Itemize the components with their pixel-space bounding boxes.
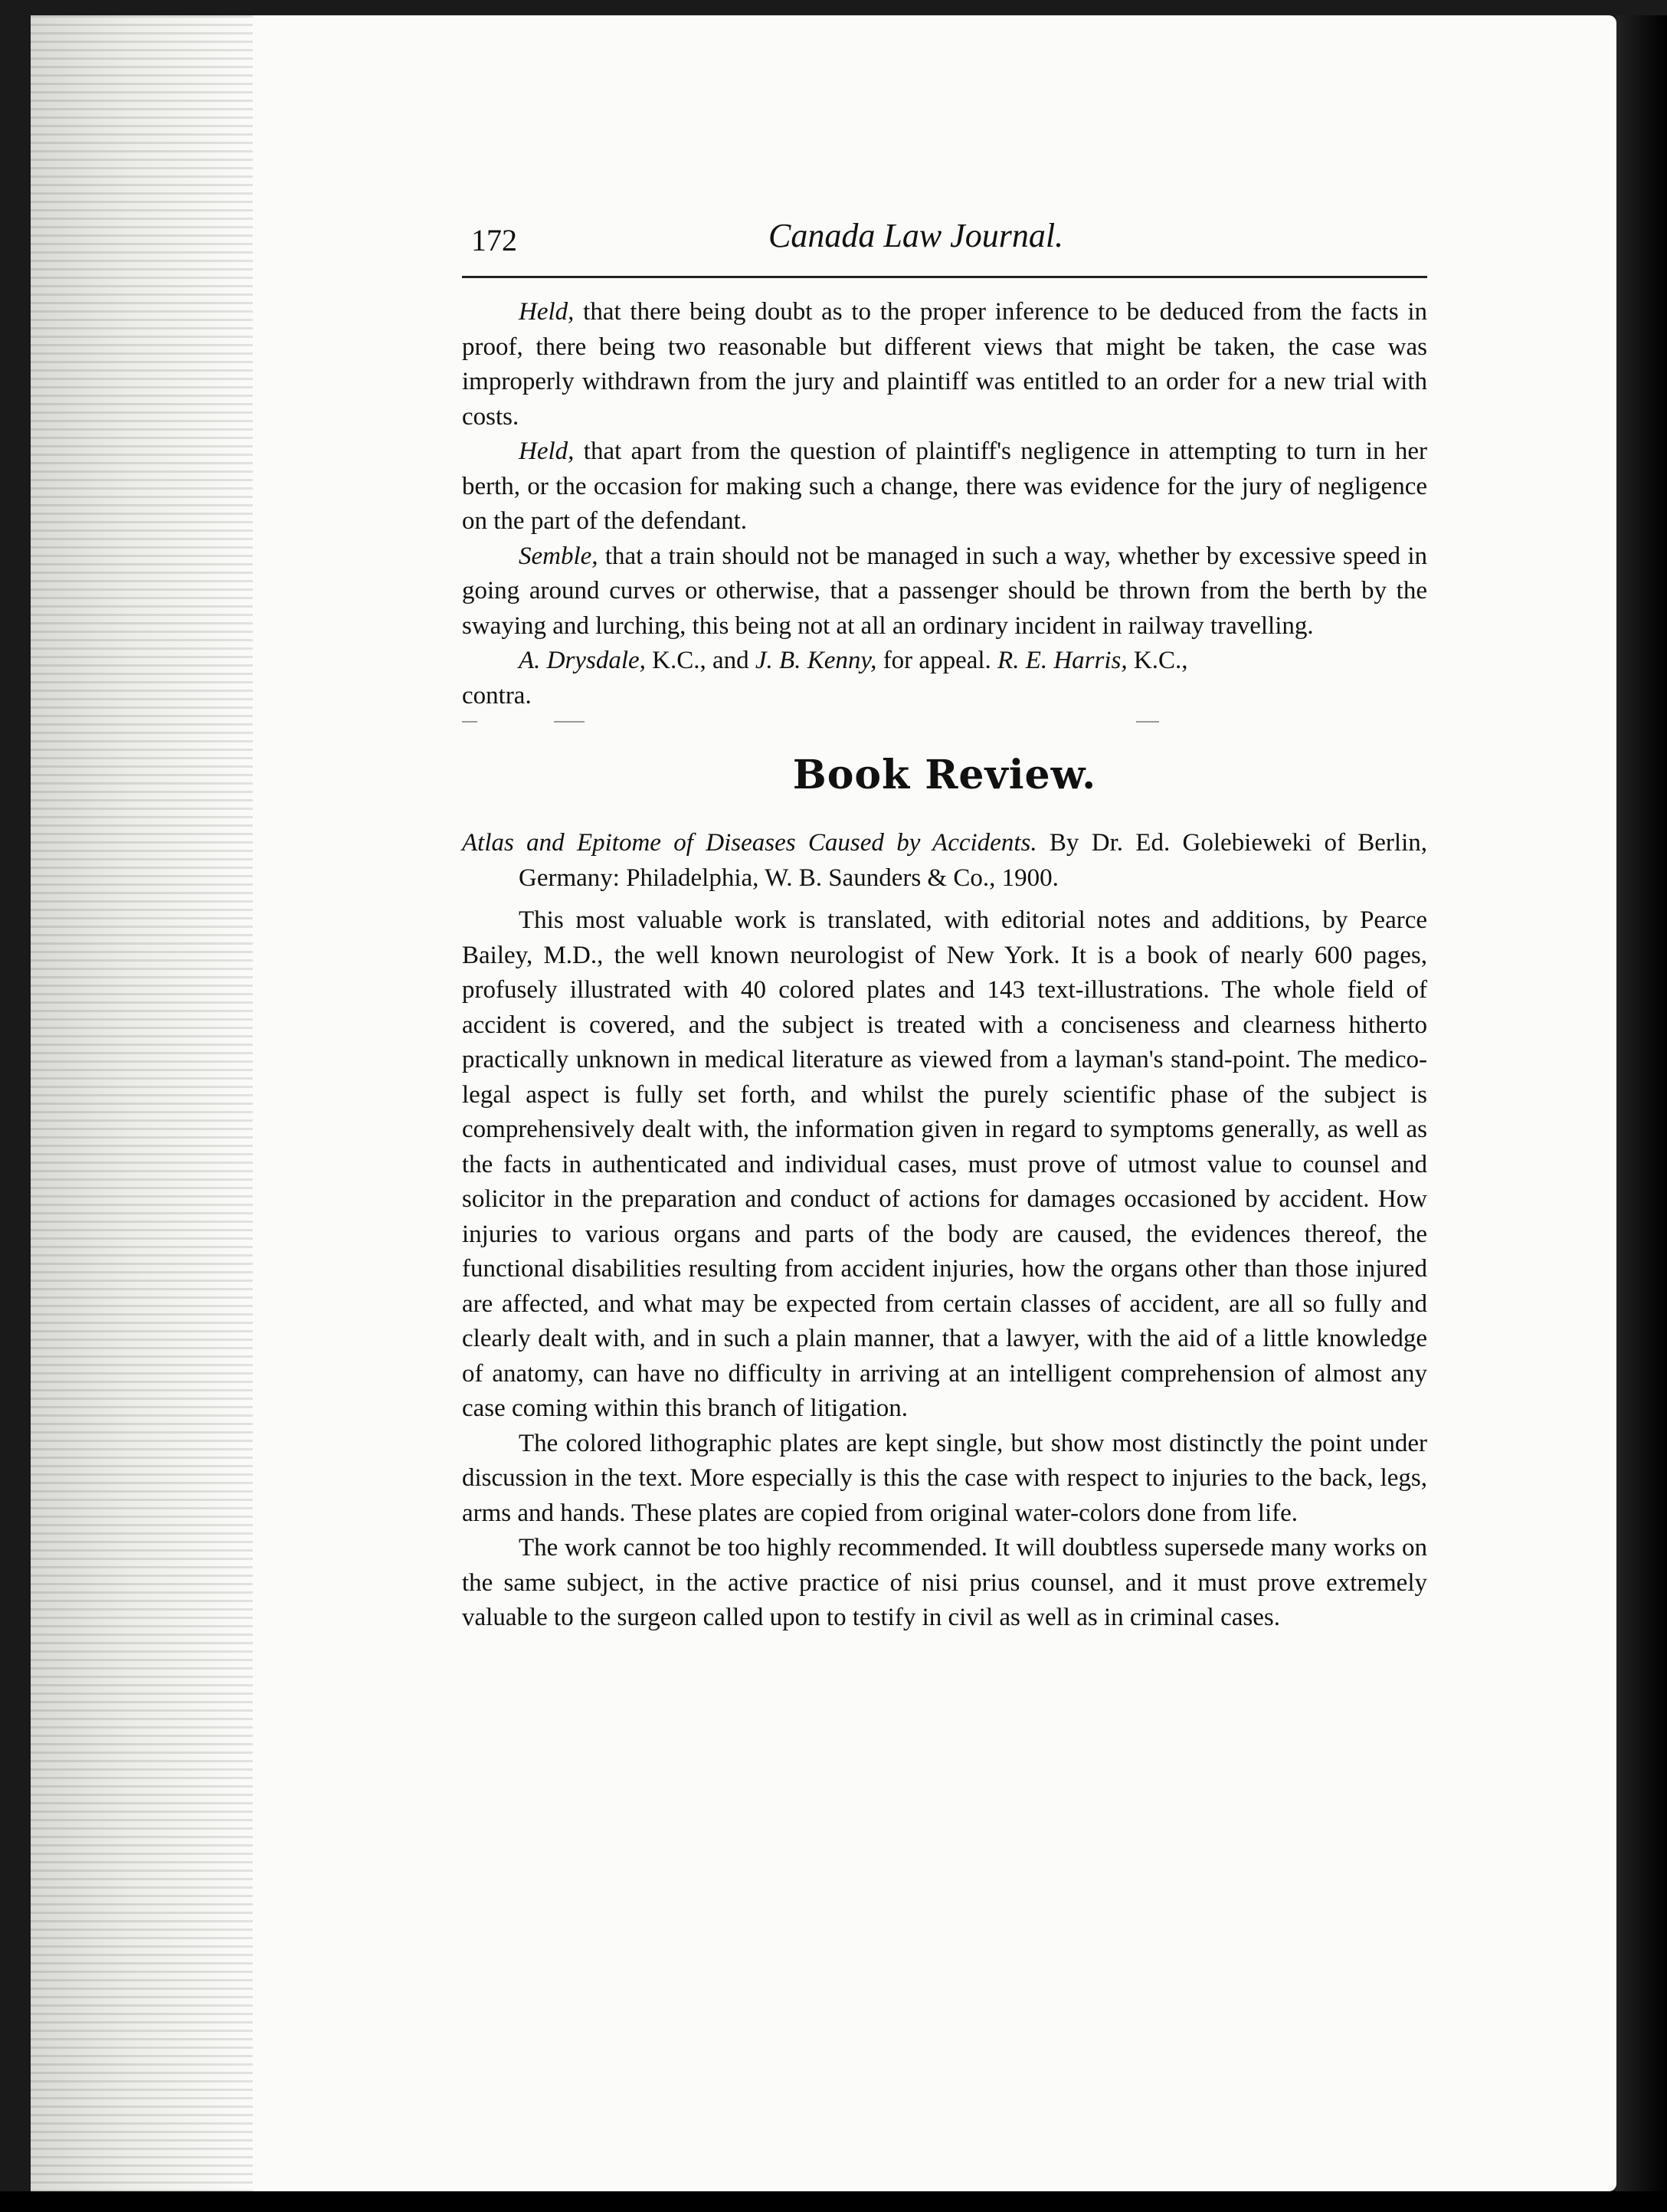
counsel-line [462,644,1427,679]
separator-mark [554,721,585,723]
held-paragraph-2 [462,434,1427,539]
book-citation [462,826,1427,896]
binding-shadow [31,15,253,2191]
held-text: that there being doubt as to the proper inference to be deduced from the facts in proof, there being two reasonable but different views that might be taken, the case was improperly withdrawn from the jury and plaintiff was entitled to an order for a new trial with costs. [462,298,1427,431]
semble-paragraph [462,539,1427,644]
held-paragraph-1 [462,295,1427,434]
counsel-text: K.C., and [645,647,755,674]
scan-edge-right [1616,15,1667,2212]
review-paragraph-2: The colored lithographic plates are kept single, but show most distinctly the point under discussion in the text. More especially is this the case with respect to injuries to the back, legs, arms and hands. These plates are copied from original water-colors done from life. [462,1429,1427,1527]
separator-mark [462,721,477,723]
section-heading: Book Review. [792,752,1097,798]
page-text [462,215,1427,1636]
contra-line: contra. [462,681,532,709]
counsel-text: K.C., [1127,647,1188,674]
held-label: Held, [519,298,575,326]
review-paragraph-1: This most valuable work is translated, with editorial notes and additions, by Pearce Bailey, M.D., the well known neurologist of New York. It is a book of nearly 600 pages, profusely illustrated with 40 colored plates and 143 text-illustrations. The whole field of accident is covered, and the subject is treated with a conciseness and clearness hitherto practically unknown in medical literature as viewed from a layman's stand-point. The medico-legal aspect is fully set forth, and whilst the purely scientific phase of the subject is comprehensively dealt with, the information given in regard to symptoms generally, as well as the facts in authenticated and individual cases, must prove of utmost value to counsel and solicitor in the preparation and conduct of actions for damages occasioned by accident. How injuries to various organs and parts of the body are caused, the evidences thereof, the functional disabilities resulting from accident injuries, how the organs other than those injured are affected, and what may be expected from certain classes of accident, are all so fully and clearly dealt with, and in such a plain manner, that a lawyer, with the aid of a little knowledge of anatomy, can have no difficulty in arriving at an intelligent comprehension of almost any case coming within this branch of litigation. [462,906,1427,1422]
separator-mark [1136,721,1159,723]
book-publication: By Dr. Ed. Golebieweki of Berlin, Germany: Philadelphia, W. B. Saunders & Co., 1900. [519,829,1427,892]
semble-label: Semble, [519,542,598,570]
page-number: 172 [471,223,517,257]
semble-text: that a train should not be managed in such a way, whether by excessive speed in going around curves or otherwise, that a passenger should be thrown from the berth by the swaying and lurching, this being not at all an ordinary incident in railway travelling. [462,542,1427,640]
counsel-name: R. E. Harris, [997,647,1128,674]
section-separator [462,713,1427,736]
book-title: Atlas and Epitome of Diseases Caused by Accidents. [462,829,1037,857]
review-paragraph-3: The work cannot be too highly recommended. It will doubtless supersede many works on the same subject, in the active practice of nisi prius counsel, and it must prove extremely valuable to the surgeon called upon to testify in civil as well as in criminal cases. [462,1534,1427,1631]
counsel-name: J. B. Kenny, [755,647,877,674]
counsel-name: A. Drysdale, [519,647,646,674]
running-head [462,215,1427,278]
counsel-text: for appeal. [876,647,998,674]
scan-edge-bottom [0,2191,1667,2212]
journal-title: Canada Law Journal. [768,217,1064,254]
held-text: that apart from the question of plaintiff's negligence in attempting to turn in her berth, or the occasion for making such a change, there was evidence for the jury of negligence on the part of the defendant. [462,437,1427,535]
held-label: Held, [519,437,575,465]
